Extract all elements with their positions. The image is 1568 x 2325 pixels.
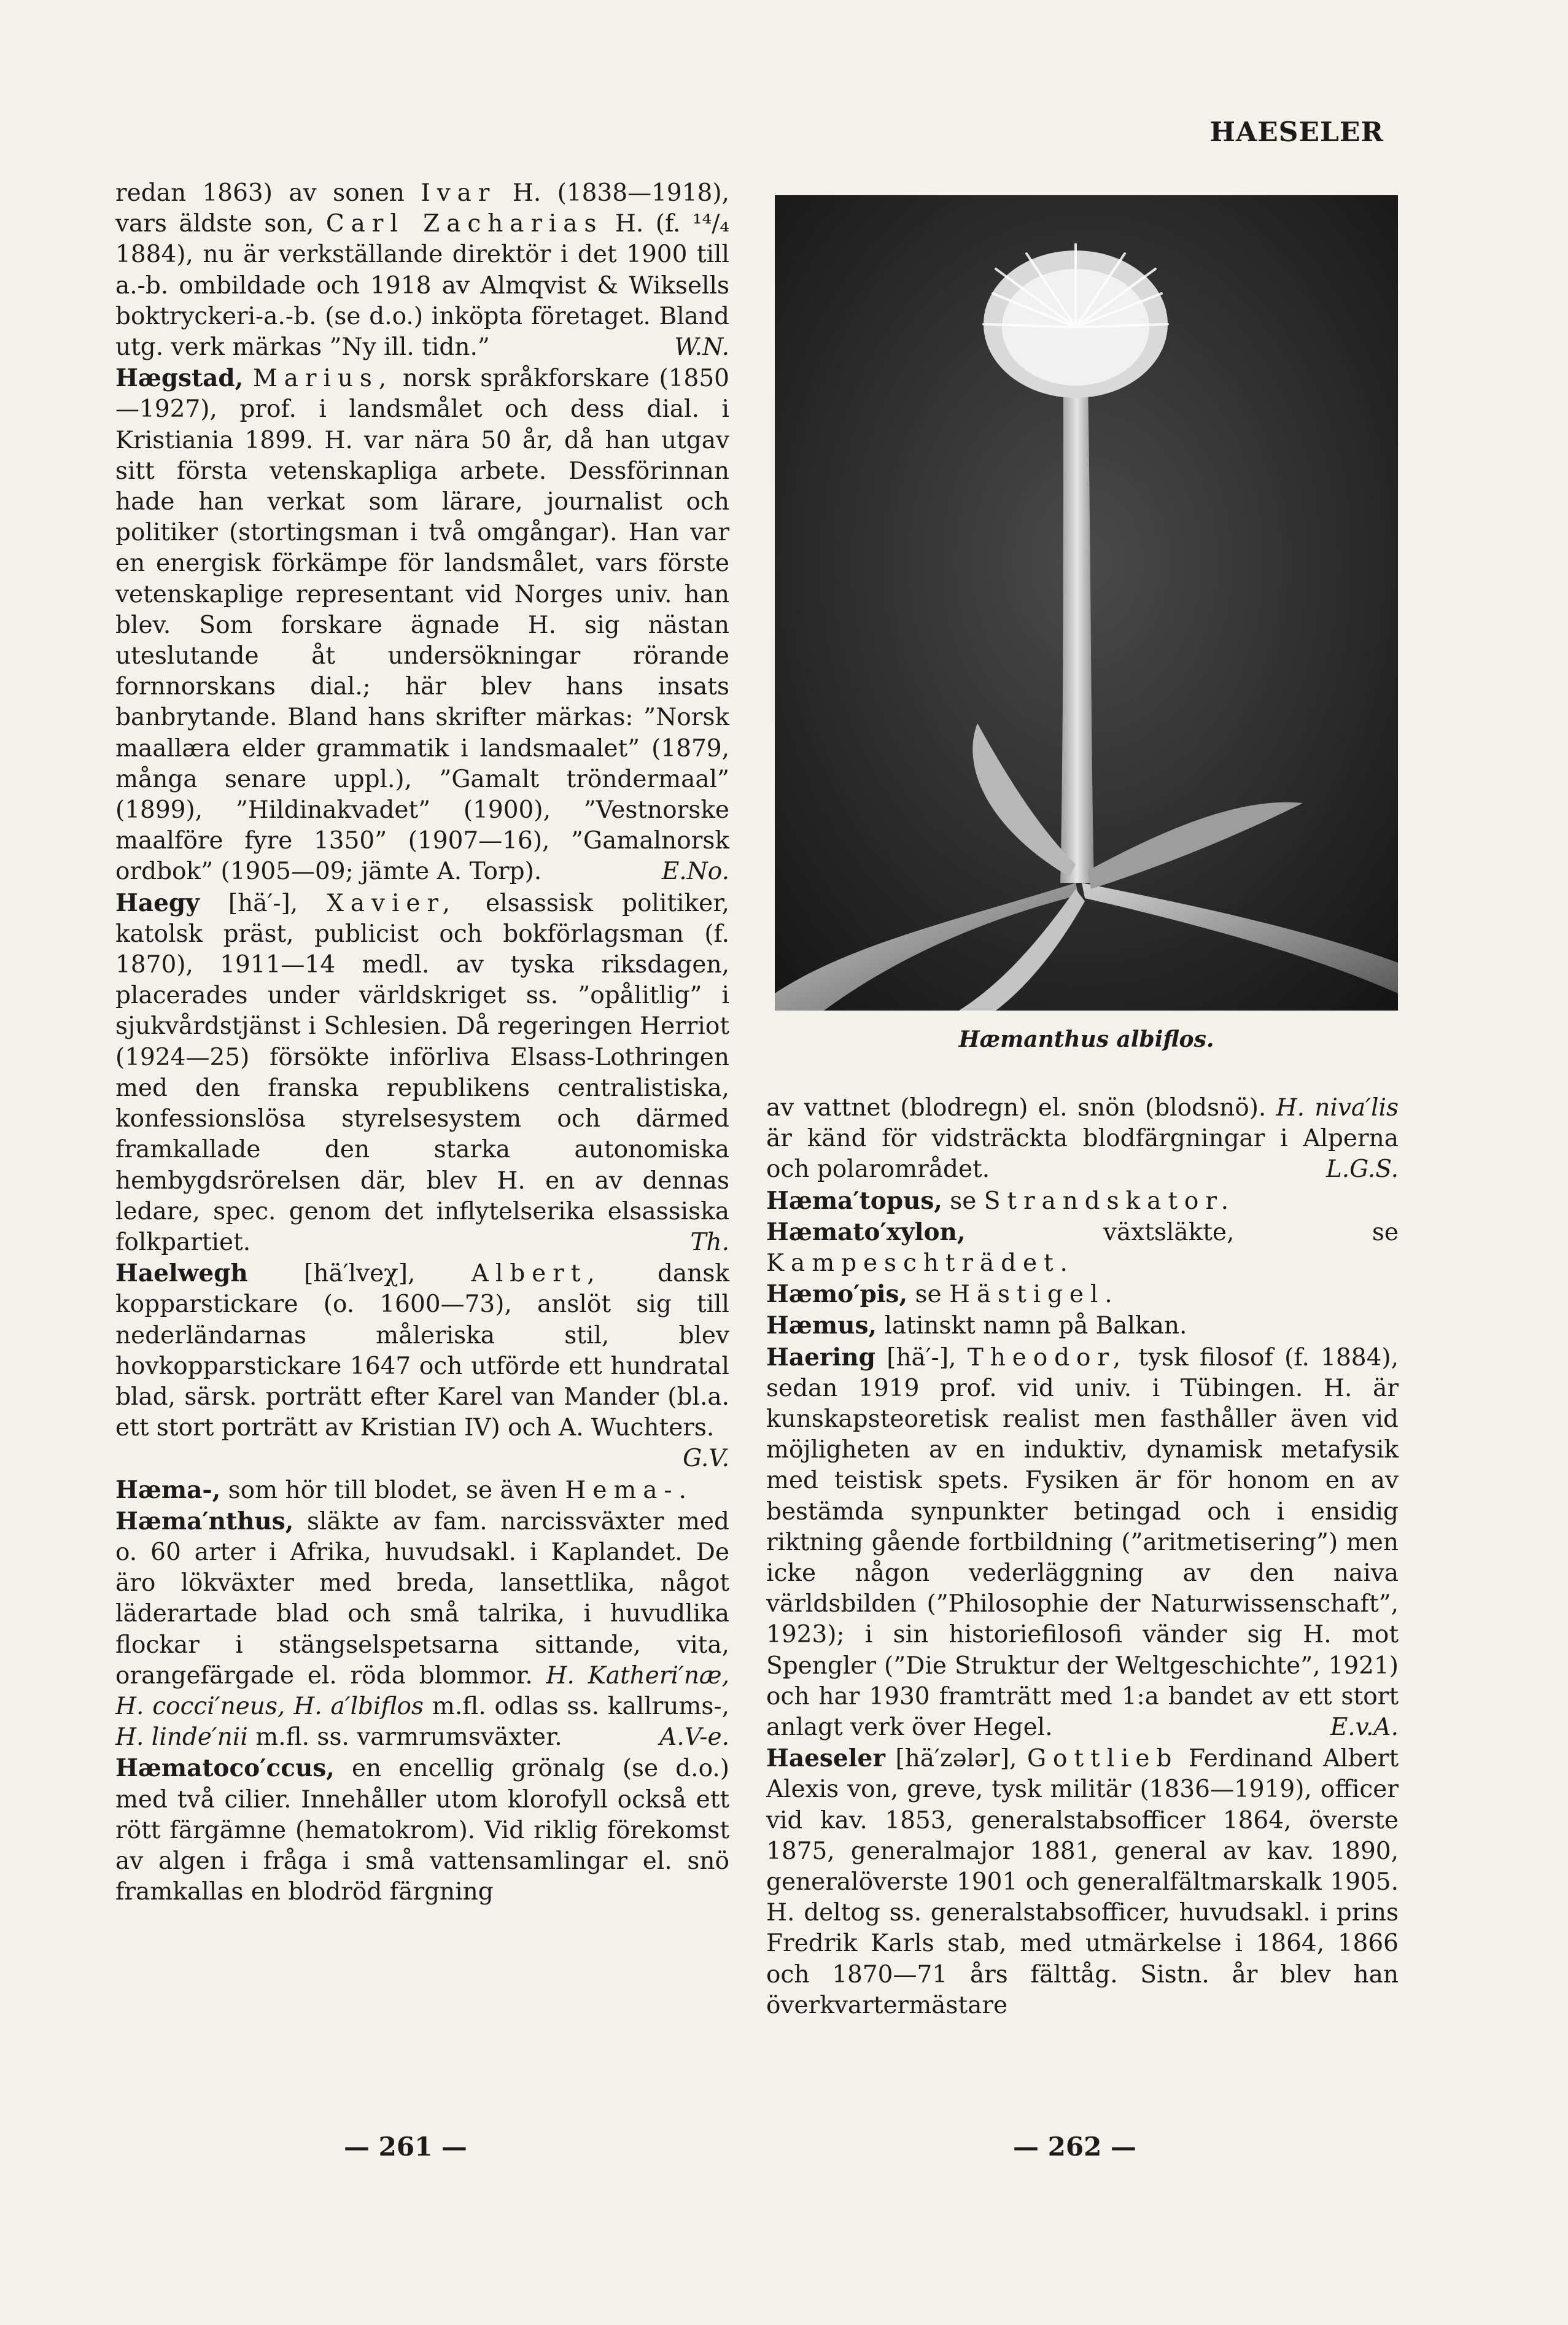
entry-text: Strandskator. xyxy=(984,1187,1235,1215)
headword: Haelwegh xyxy=(115,1259,248,1288)
headword: Hæmo′pis, xyxy=(766,1280,908,1309)
entry-text: Carl Zacharias xyxy=(325,210,604,238)
author-signature: W.N. xyxy=(674,333,729,362)
entry-text: dansk kopparstickare (o. 1600—73), anslöt sig till nederländarnas måleriska stil, blev hovkopparstickare 1647 och utförde ett hundratal blad, särsk. porträtt efter Karel van Mander (bl.a. ett stort porträtt av Kristian IV) och A. Wuchters. xyxy=(115,1260,729,1442)
entry-text: Theodor, xyxy=(967,1343,1128,1372)
entry-text: Gottlieb xyxy=(1027,1745,1179,1773)
entry-text: H. linde′nii xyxy=(115,1723,248,1752)
entry-text: Kampeschträdet. xyxy=(766,1249,1074,1278)
entry-text: tysk filosof (f. 1884), sedan 1919 prof. vid univ. i Tübingen. H. är kunskapsteoretisk realist men fasthåller även vid möjligheten av en induktiv, dynamisk metafysik med teistisk spets. Fysiken är för honom en av bestämda synpunkter betingad och i ensidig riktning gående fortbildning (”aritmetisering”) men icke någon vederläggning av den naiva världsbilden (”Philosophie der Naturwissenschaft”, 1923); i sin historiefilosofi vänder sig H. mot Spengler (”Die Struktur der Weltgeschichte”, 1921) och har 1930 framträtt med 1:a bandet av ett stort anlagt verk över Hegel. xyxy=(766,1343,1399,1742)
author-signature: A.V-e. xyxy=(659,1723,729,1752)
article-entry xyxy=(115,1258,729,1474)
right-column xyxy=(766,1093,1399,2021)
entry-text: Ivar xyxy=(421,179,497,207)
headword: Hæmatoco′ccus, xyxy=(115,1754,335,1783)
headword: Hæmato′xylon, xyxy=(766,1217,966,1246)
plant-photograph xyxy=(775,195,1398,1011)
article-entry xyxy=(115,178,729,363)
article-entry xyxy=(115,1506,729,1753)
running-head: HAESELER xyxy=(1209,117,1384,148)
article-entry xyxy=(766,1186,1399,1217)
headword: Hægstad, xyxy=(115,364,244,393)
entry-text: H. Katheri′næ, H. cocci′neus, H. a′lbiflos xyxy=(115,1661,729,1720)
article-entry xyxy=(766,1093,1399,1186)
entry-text: Marius, xyxy=(252,365,394,393)
article-entry xyxy=(115,1475,729,1506)
entry-text: släkte av fam. narcissväxter med o. 60 arter i Afrika, huvudsakl. i Kaplandet. De äro lökväxter med breda, lansettlika, något läderartade blad och små talrika, i huvudlika flockar i stängselspetsarna sittande, vita, orangefärgade el. röda blommor. xyxy=(115,1507,729,1690)
entry-text xyxy=(243,365,253,392)
entry-text: som hör till blodet, se även xyxy=(220,1476,565,1504)
entry-text: [hä′zələr], xyxy=(885,1745,1027,1773)
entry-text: H. (f. ¹⁴/₄ 1884), nu är verkställande direktör i det 1900 till a.-b. ombildade och 1918 av Almqvist & Wiksells boktryckeri-a.-b. (se d.o.) inköpta företaget. Bland utg. verk märkas ”Ny ill. tidn.” xyxy=(115,210,729,362)
entry-text: norsk språkforskare (1850—1927), prof. i landsmålet och dess dial. i Kristiania 1899. H. var nära 50 år, då han utgav sitt första vetenskapliga arbete. Dessförinnan hade han verkat som lärare, journalist och politiker (stortingsman i två omgångar). Han var en energisk förkämpe för landsmålet, vars förste vetenskaplige representant vid Norges univ. han blev. Som forskare ägnade H. sig nästan uteslutande åt undersökningar rörande fornnorskans dial.; här blev hans insats banbrytande. Bland hans skrifter märkas: ”Norsk maallæra elder grammatik i landsmaalet” (1879, många senare uppl.), ”Gamalt tröndermaal” (1899), ”Hildinakvadet” (1900), ”Vestnorske maalföre fyre 1350” (1907—16), ”Gamalnorsk ordbok” (1905—09; jämte A. Torp). xyxy=(115,365,729,886)
headword: Haegy xyxy=(115,888,200,917)
entry-text: en encellig grönalg (se d.o.) med två cilier. Innehåller utom klorofyll också ett rött färgämne (hematokrom). Vid riklig förekomst av algen i fråga i små vattensamlingar el. snö framkallas en blodröd färgning xyxy=(115,1755,729,1906)
entry-text: Hästigel. xyxy=(949,1281,1119,1309)
headword: Hæma-, xyxy=(115,1475,221,1504)
headword: Haeseler xyxy=(766,1744,885,1773)
entry-text: m.fl. odlas ss. kallrums-, xyxy=(424,1692,730,1720)
entry-text: [hä′lveχ], xyxy=(247,1260,472,1288)
author-signature: E.No. xyxy=(661,858,729,886)
headword: Haering xyxy=(766,1343,875,1372)
entry-text: se xyxy=(942,1187,984,1215)
entry-text: redan 1863) av sonen xyxy=(115,179,421,207)
article-entry xyxy=(766,1217,1399,1279)
author-signature: G.V. xyxy=(683,1445,729,1473)
article-entry xyxy=(115,1753,729,1908)
entry-text: latinskt namn på Balkan. xyxy=(877,1312,1187,1340)
haemanthus-photo xyxy=(775,195,1398,1011)
entry-text: H. niva′lis xyxy=(1276,1094,1399,1122)
article-entry xyxy=(115,888,729,1258)
entry-text: växtsläkte, se xyxy=(965,1218,1399,1246)
entry-text: Ferdinand Albert Alexis von, greve, tysk militär (1836—1919), officer vid kav. 1853, generalstabsofficer 1864, överste 1875, generalmajor 1881, general av kav. 1890, generalöverste 1901 och generalfältmarskalk 1905. H. deltog ss. generalstabsofficer, huvudsakl. i prins Fredrik Karls stab, med utmärkelse i 1864, 1866 och 1870—71 års fälttåg. Sistn. år blev han överkvartermästare xyxy=(766,1745,1399,2019)
left-column xyxy=(115,178,729,1908)
article-entry xyxy=(766,1279,1399,1310)
entry-text: H. (1838—1918), vars äldste son, xyxy=(115,179,729,238)
article-entry xyxy=(766,1743,1399,2021)
headword: Hæma′topus, xyxy=(766,1186,942,1215)
entry-text: av vattnet (blodregn) el. snön (blodsnö). xyxy=(766,1094,1276,1122)
entry-text: [hä′-], xyxy=(199,889,327,917)
author-signature: Th. xyxy=(690,1228,729,1256)
article-entry xyxy=(766,1310,1399,1341)
entry-text: [hä′-], xyxy=(875,1343,968,1372)
page-number-left: — 261 — xyxy=(344,2132,467,2162)
article-entry xyxy=(766,1342,1399,1744)
entry-text: elsassisk politiker, katolsk präst, publicist och bokförlagsman (f. 1870), 1911—14 medl. av tyska riksdagen, placerades under världskriget ss. ”opålitlig” i sjukvårdstjänst i Schlesien. Då regeringen Herriot (1924—25) försökte införliva Elsass-Lothringen med den franska republikens centralistiska, konfessionslösa styrelsesystem och därmed framkallade den starka autonomiska hembygdsrörelsen där, blev H. en av dennas ledare, spec. genom det inflytelserika elsassiska folkpartiet. xyxy=(115,889,729,1256)
page-number-right: — 262 — xyxy=(1013,2132,1136,2162)
author-signature: E.v.A. xyxy=(1330,1714,1399,1742)
headword: Hæmus, xyxy=(766,1311,877,1340)
headword: Hæma′nthus, xyxy=(115,1507,294,1535)
entry-text: m.fl. ss. varmrumsväxter. xyxy=(247,1723,562,1752)
entry-text: se xyxy=(907,1281,949,1309)
entry-text: Hema-. xyxy=(565,1476,693,1504)
entry-text: Albert, xyxy=(471,1260,602,1288)
entry-text: är känd för vidsträckta blodfärgningar i Alperna och polarområdet. xyxy=(766,1125,1399,1184)
entry-text: Xavier, xyxy=(327,889,457,917)
figure-caption: Hæmanthus albiflos. xyxy=(958,1027,1214,1052)
author-signature: L.G.S. xyxy=(1325,1155,1399,1184)
article-entry xyxy=(115,363,729,887)
